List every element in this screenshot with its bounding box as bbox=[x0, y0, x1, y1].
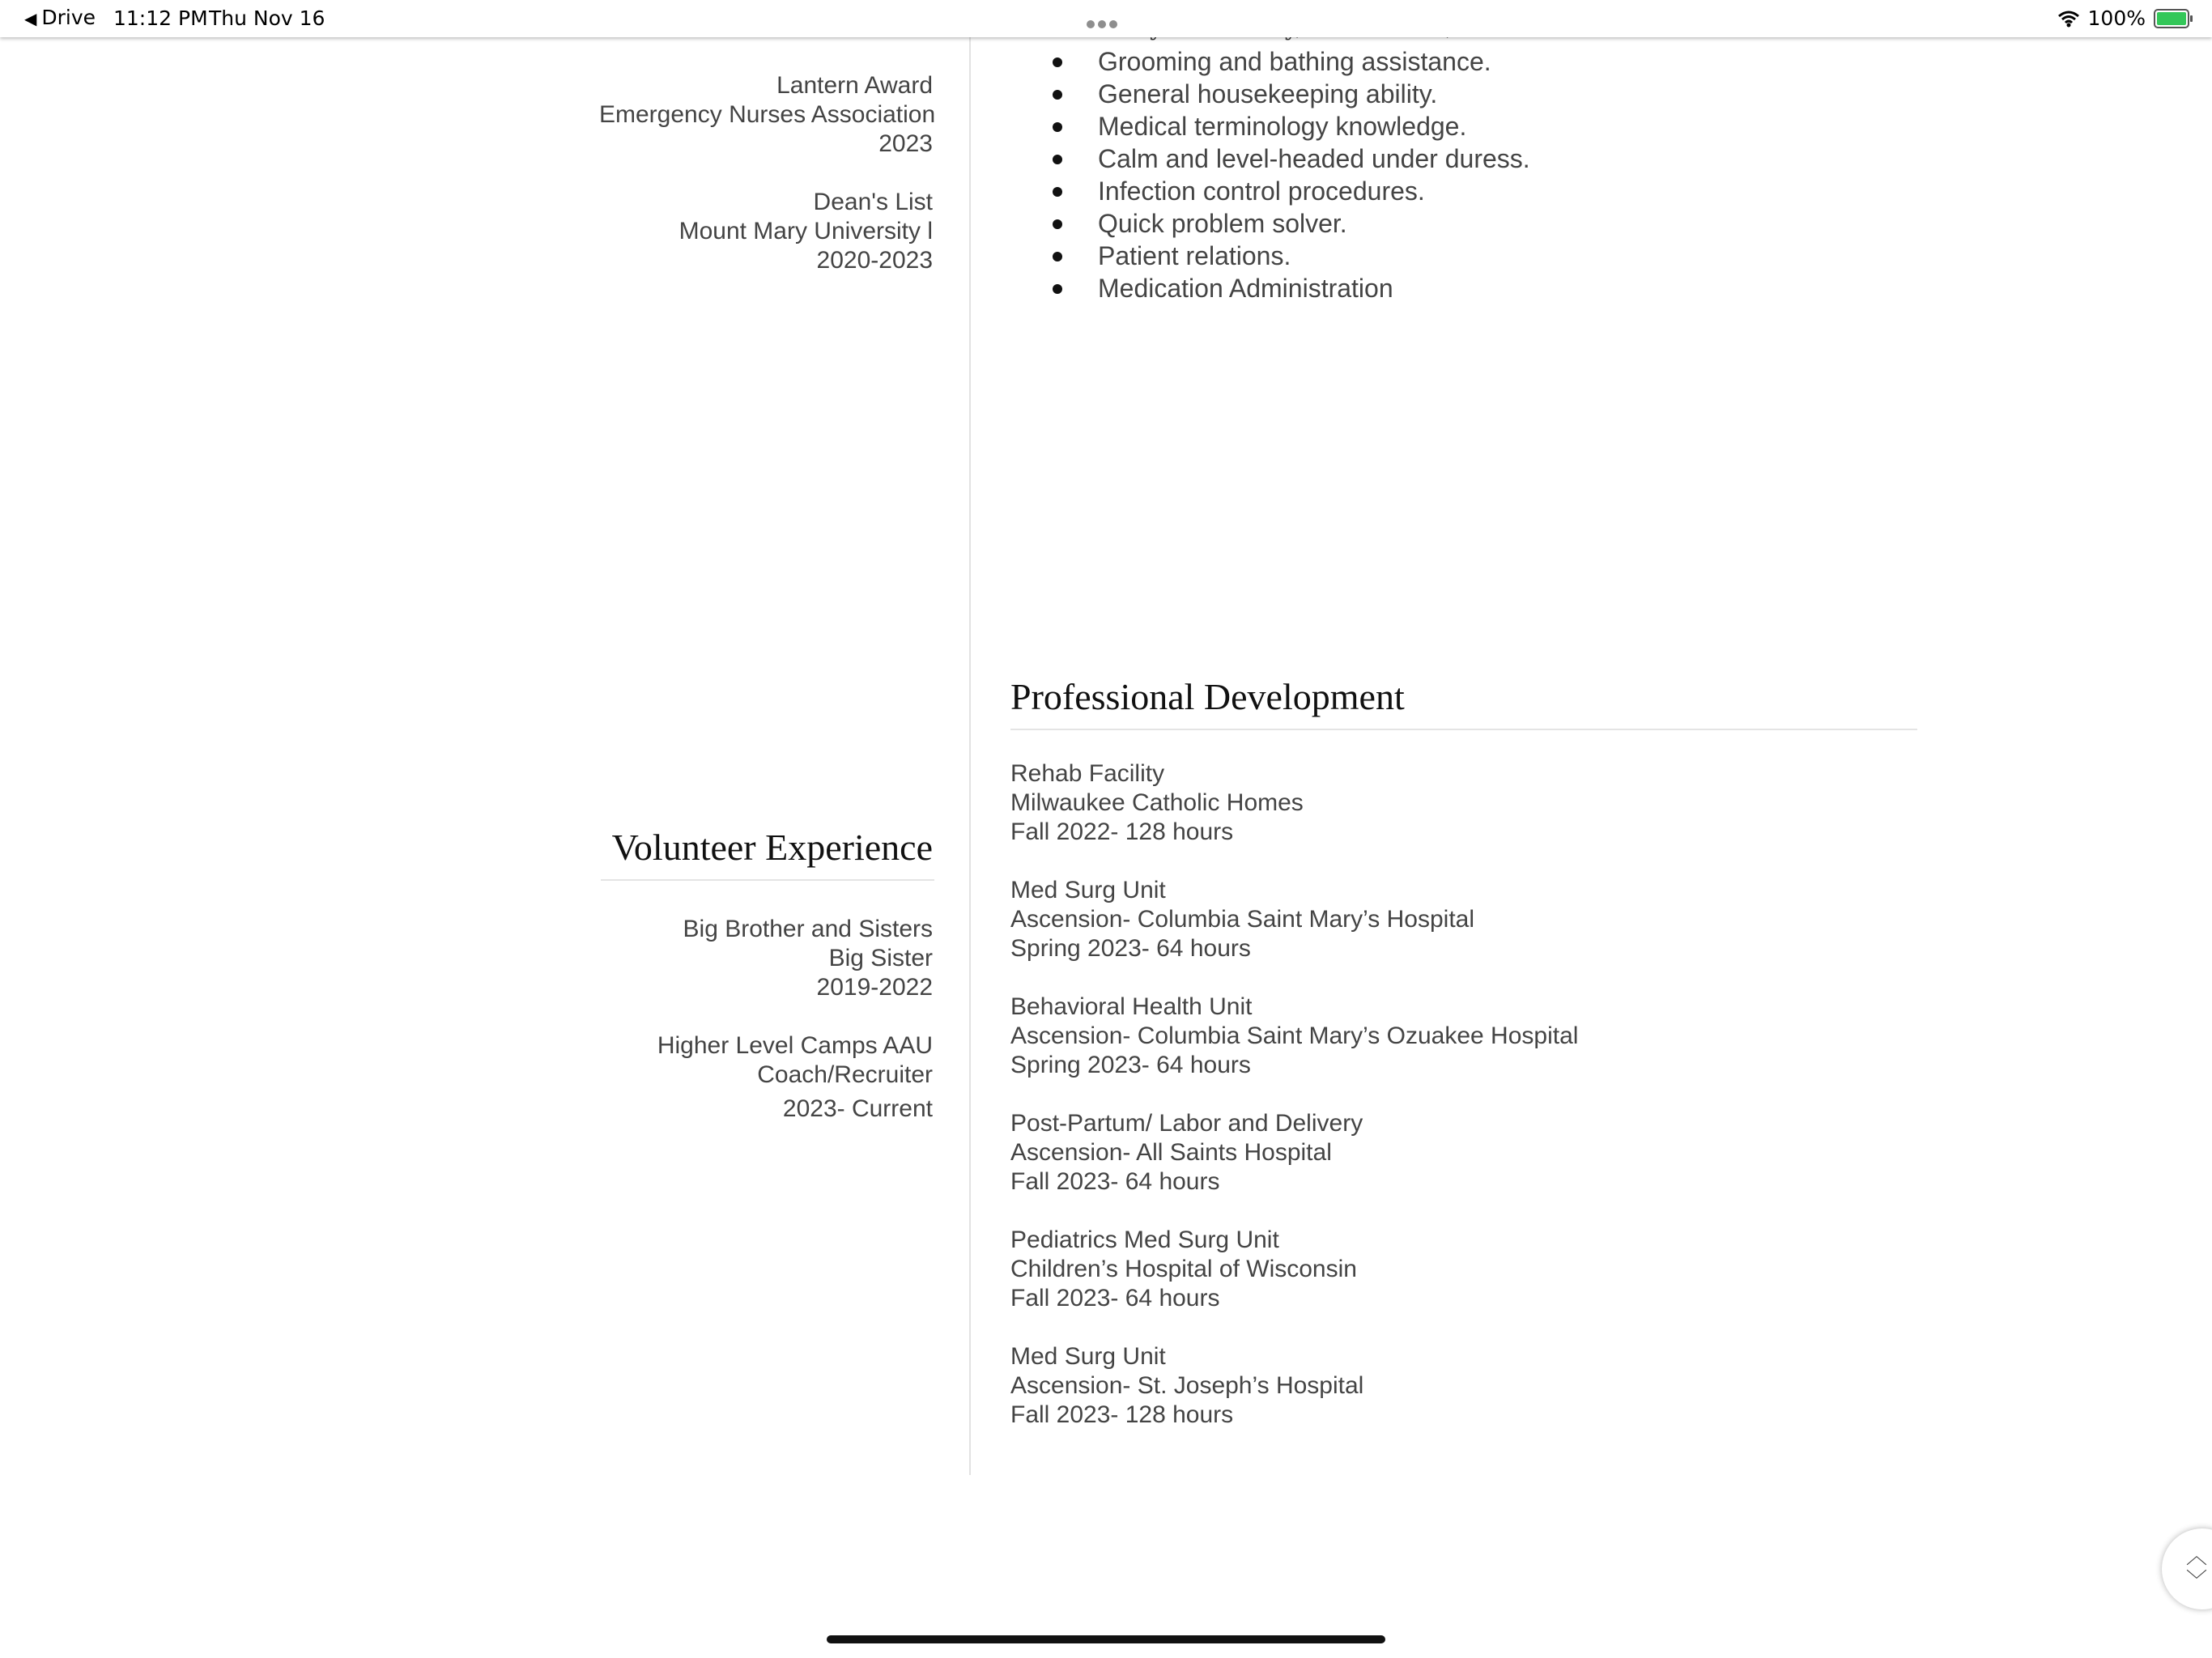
pd-unit: Pediatrics Med Surg Unit bbox=[1010, 1226, 1279, 1253]
award-item bbox=[599, 188, 933, 275]
pd-place: Milwaukee Catholic Homes bbox=[1010, 789, 1304, 816]
skill-item: Infection control procedures. bbox=[1053, 175, 1530, 207]
skills-list bbox=[1053, 45, 1530, 304]
pd-unit: Rehab Facility bbox=[1010, 760, 1165, 787]
pd-time: Spring 2023- 64 hours bbox=[1010, 935, 1251, 962]
skill-item: General housekeeping ability. bbox=[1053, 78, 1530, 110]
bullet-icon bbox=[1053, 57, 1062, 67]
battery-percent: 100% bbox=[2087, 6, 2146, 30]
award-year: 2023 bbox=[878, 130, 933, 157]
skill-item: Patient relations. bbox=[1053, 240, 1530, 272]
pd-time: Fall 2023- 64 hours bbox=[1010, 1285, 1220, 1312]
pd-entry bbox=[1010, 1226, 1578, 1313]
home-indicator[interactable] bbox=[827, 1635, 1385, 1643]
pd-entry bbox=[1010, 876, 1578, 963]
award-org: Emergency Nurses Association bbox=[599, 101, 936, 128]
chevron-down-icon[interactable]: ﹀ bbox=[2186, 1568, 2208, 1592]
pd-time: Spring 2023- 64 hours bbox=[1010, 1052, 1251, 1078]
pd-unit: Med Surg Unit bbox=[1010, 1343, 1166, 1370]
skill-item: Grooming and bathing assistance. bbox=[1053, 45, 1530, 78]
volunteer-years: 2019-2022 bbox=[816, 974, 933, 1001]
pd-entry bbox=[1010, 1342, 1578, 1430]
volunteer-list bbox=[599, 915, 933, 1124]
volunteer-org: Big Brother and Sisters bbox=[683, 916, 933, 942]
pd-place: Children’s Hospital of Wisconsin bbox=[1010, 1256, 1357, 1282]
wifi-icon bbox=[2057, 10, 2080, 28]
section-rule bbox=[601, 879, 934, 881]
pd-time: Fall 2023- 64 hours bbox=[1010, 1168, 1220, 1195]
award-title: Lantern Award bbox=[776, 72, 933, 99]
volunteer-role: Big Sister bbox=[828, 945, 933, 971]
awards-list bbox=[599, 71, 936, 275]
professional-development-heading: Professional Development bbox=[1010, 676, 1405, 717]
award-year: 2020-2023 bbox=[816, 247, 933, 274]
pd-place: Ascension- Columbia Saint Mary’s Hospital bbox=[1010, 906, 1475, 933]
status-date: Thu Nov 16 bbox=[209, 6, 325, 30]
multitasking-dots-icon[interactable] bbox=[1087, 16, 1121, 32]
back-arrow-icon: ◀ bbox=[24, 9, 37, 28]
award-org: Mount Mary University l bbox=[678, 218, 933, 244]
volunteer-entry bbox=[599, 915, 933, 1002]
bullet-icon bbox=[1053, 219, 1062, 229]
back-to-drive-button[interactable] bbox=[24, 6, 96, 29]
pd-entry bbox=[1010, 993, 1578, 1080]
pd-place: Ascension- All Saints Hospital bbox=[1010, 1139, 1332, 1166]
pd-time: Fall 2023- 128 hours bbox=[1010, 1401, 1234, 1428]
skill-item: Medical terminology knowledge. bbox=[1053, 110, 1530, 142]
column-divider bbox=[969, 37, 971, 1475]
bullet-icon bbox=[1053, 122, 1062, 132]
award-title: Dean's List bbox=[813, 189, 933, 215]
pd-time: Fall 2022- 128 hours bbox=[1010, 818, 1234, 845]
status-time: 11:12 PM bbox=[113, 6, 208, 30]
skill-item: Medication Administration bbox=[1053, 272, 1530, 304]
volunteer-years: 2023- Current bbox=[782, 1095, 933, 1122]
pd-unit: Post-Partum/ Labor and Delivery bbox=[1010, 1110, 1363, 1137]
status-right bbox=[2057, 6, 2189, 30]
pd-unit: Behavioral Health Unit bbox=[1010, 993, 1253, 1020]
section-rule bbox=[1010, 729, 1917, 730]
skill-item: Calm and level-headed under duress. bbox=[1053, 142, 1530, 175]
pd-unit: Med Surg Unit bbox=[1010, 877, 1166, 903]
professional-development-list bbox=[1010, 759, 1578, 1459]
award-item bbox=[599, 71, 936, 159]
pd-entry bbox=[1010, 759, 1578, 847]
bullet-icon bbox=[1053, 187, 1062, 197]
document-page[interactable] bbox=[0, 37, 2212, 1658]
pd-place: Ascension- St. Joseph’s Hospital bbox=[1010, 1372, 1364, 1399]
pd-place: Ascension- Columbia Saint Mary’s Ozuakee Hospital bbox=[1010, 1022, 1579, 1049]
pd-entry bbox=[1010, 1109, 1578, 1197]
bullet-icon bbox=[1053, 284, 1062, 294]
bullet-icon bbox=[1053, 155, 1062, 164]
back-label: Drive bbox=[41, 6, 96, 29]
battery-icon bbox=[2154, 9, 2189, 28]
chevron-up-icon[interactable]: ︿ bbox=[2186, 1544, 2208, 1568]
volunteer-role: Coach/Recruiter bbox=[757, 1061, 933, 1088]
volunteer-entry bbox=[599, 1031, 933, 1124]
bullet-icon bbox=[1053, 90, 1062, 100]
bullet-icon bbox=[1053, 252, 1062, 261]
status-bar bbox=[0, 0, 2212, 37]
volunteer-org: Higher Level Camps AAU bbox=[657, 1032, 933, 1059]
volunteer-experience-heading: Volunteer Experience bbox=[611, 827, 933, 868]
skill-item: Quick problem solver. bbox=[1053, 207, 1530, 240]
